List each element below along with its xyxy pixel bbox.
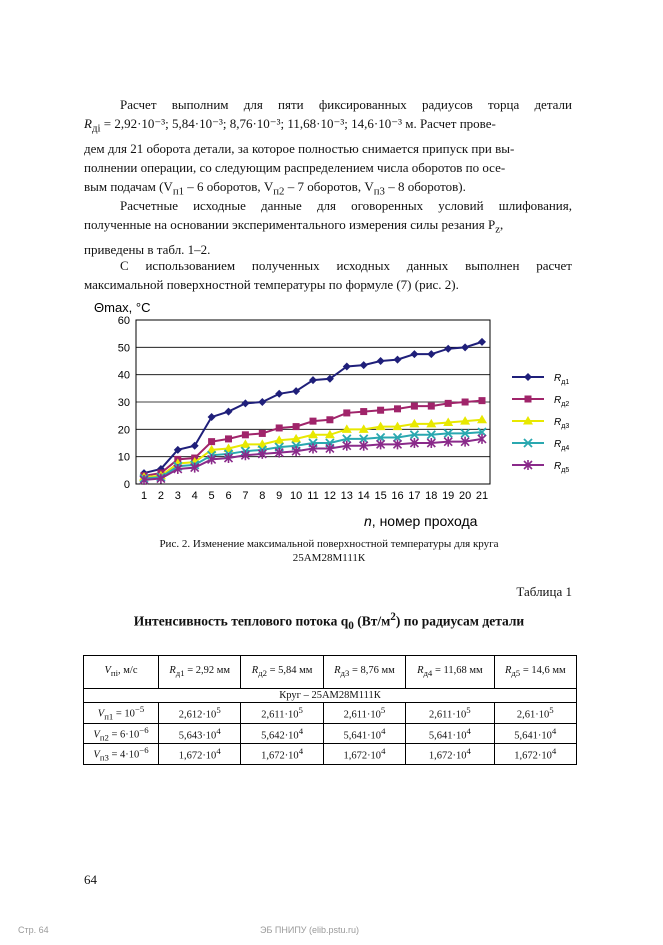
figure-caption-line-1: Рис. 2. Изменение максимальной поверхностной температуры для круга — [159, 538, 499, 550]
figure-caption — [84, 537, 574, 565]
page-number: 64 — [84, 872, 97, 887]
paragraph-3: С использованием полученных исходных данных выполнен расчет максимальной поверхностной температуры по формуле (7) (рис. 2). — [84, 258, 572, 292]
table-header-cell — [323, 656, 405, 689]
header-symbol: R — [334, 665, 341, 677]
table-cell: $5,641\cdot 10^4$ — [494, 723, 576, 744]
x-tick-label: 10 — [289, 490, 303, 502]
table-cell: $5,641\cdot 10^4$ — [323, 723, 405, 744]
table-header-cell — [406, 656, 494, 689]
header-subscript: д5 — [511, 668, 521, 679]
table-header-cell — [494, 656, 576, 689]
legend-label-Rд4: $R_{д4}$ — [554, 439, 570, 452]
header-symbol: R — [417, 665, 424, 677]
table-cell: $5,642\cdot 10^4$ — [241, 723, 323, 744]
data-point-Rд2 — [360, 408, 367, 415]
table-cell: $1,672\cdot 10^4$ — [406, 744, 494, 765]
table-cell: $2,611\cdot 10^5$ — [241, 703, 323, 724]
table-cell: $5,641\cdot 10^4$ — [406, 723, 494, 744]
paragraph-1: Расчет выполним для пяти фиксированных радиусов торца детали $R_{дi} = 2,92\cdot 10^{-3}$; 5,84·10⁻³; 8,76·10⁻³; 11,68·10⁻³; 14,6·10⁻³ м. Расчет прове- дем для 21 оборота детали, за которое полностью снимается припуск при вы- полнении операции, со следующим распределением числа оборотов по осе- вым подачам ($V_{п1} - 6$ оборотов, $V_{п2} - 7$ оборотов, $V_{п3} - 8$ оборотов). — [84, 97, 572, 198]
figure-caption-line-2: 25АМ28М111К — [292, 552, 366, 564]
x-tick-label: 15 — [374, 490, 387, 502]
x-tick-label: 1 — [140, 490, 148, 502]
table-cell: $1,672\cdot 10^4$ — [494, 744, 576, 765]
x-tick-label: 13 — [340, 490, 353, 502]
table-cell: $2,61\cdot 10^5$ — [494, 703, 576, 724]
legend-label-Rд3: $R_{д3}$ — [554, 417, 570, 430]
data-point-Rд2 — [462, 399, 469, 406]
header-subscript: д4 — [423, 668, 433, 679]
row-label: $V_{п3} = 4\cdot 10^{-6}$ — [84, 744, 159, 765]
y-tick-label: 40 — [117, 369, 130, 382]
x-tick-label: 17 — [408, 490, 421, 502]
data-point-Rд2 — [428, 403, 435, 410]
row-label: $V_{п2} = 6\cdot 10^{-6}$ — [84, 723, 159, 744]
temperature-line-chart — [84, 300, 584, 530]
x-tick-label: 5 — [208, 490, 215, 502]
header-rest: = 8,76 мм — [349, 665, 395, 677]
x-tick-label: 19 — [442, 490, 455, 502]
y-tick-label: 60 — [117, 315, 130, 327]
legend-label-Rд2: $R_{д2}$ — [554, 395, 570, 408]
table-title: Интенсивность теплового потока $q_0$ $(Вт/м^2)$ по радиусам детали — [133, 611, 525, 633]
data-point-Rд2 — [479, 397, 486, 404]
header-rest: = 11,68 мм — [432, 665, 483, 677]
y-axis-label: Θmax, °C — [94, 300, 151, 315]
legend-label-Rд1: $R_{д1}$ — [554, 373, 570, 386]
table-number: Таблица 1 — [516, 584, 572, 599]
table-cell: $2,612\cdot 10^5$ — [159, 703, 241, 724]
data-point-Rд2 — [276, 424, 283, 431]
table-header-cell — [159, 656, 241, 689]
table-cell: $1,672\cdot 10^4$ — [241, 744, 323, 765]
data-point-Rд2 — [394, 405, 401, 412]
header-subscript: д1 — [175, 668, 185, 679]
header-subscript: пi — [110, 668, 119, 679]
header-symbol: V — [104, 665, 111, 677]
paragraph-2: Расчетные исходные данные для оговоренных условий шлифования, полученные на основании экспериментального измерения силы резания $P_z$, приведены в табл. 1–2. — [84, 198, 572, 257]
data-point-Rд2 — [343, 409, 350, 416]
legend-label-Rд5: $R_{д5}$ — [554, 461, 570, 474]
table-header-cell — [241, 656, 323, 689]
data-point-Rд2 — [377, 407, 384, 414]
table-cell: $2,611\cdot 10^5$ — [323, 703, 405, 724]
heat-flux-table — [83, 655, 577, 765]
x-axis-label: n, номер прохода — [364, 513, 478, 529]
x-tick-label: 7 — [242, 490, 249, 502]
table-cell: $5,643\cdot 10^4$ — [159, 723, 241, 744]
data-point-Rд2 — [445, 400, 452, 407]
data-point-Rд2 — [208, 438, 215, 445]
table-header-row — [84, 656, 577, 689]
header-rest: , м/с — [118, 665, 138, 677]
footer-library-label: ЭБ ПНИПУ (elib.pstu.ru) — [260, 925, 360, 935]
x-tick-label: 21 — [475, 490, 489, 502]
table-cell: $1,672\cdot 10^4$ — [323, 744, 405, 765]
data-point-Rд2 — [225, 435, 232, 442]
x-tick-label: 3 — [174, 490, 181, 502]
table-cell: $1,672\cdot 10^4$ — [159, 744, 241, 765]
data-point-Rд2 — [411, 403, 418, 410]
x-tick-label: 11 — [307, 490, 319, 502]
y-tick-label: 10 — [117, 451, 130, 464]
table-header-cell — [84, 656, 159, 689]
header-symbol: R — [504, 665, 512, 677]
x-tick-label: 2 — [157, 490, 164, 502]
table-row — [84, 703, 577, 724]
header-rest: = 5,84 мм — [266, 665, 313, 677]
x-tick-label: 6 — [225, 490, 232, 502]
data-point-Rд2 — [326, 416, 333, 423]
data-point-Rд2 — [242, 431, 249, 438]
table-cell: $2,611\cdot 10^5$ — [406, 703, 494, 724]
x-tick-label: 16 — [391, 490, 404, 502]
x-tick-label: 18 — [425, 490, 438, 502]
table-group-label: Круг – 25АМ28М111К — [84, 689, 577, 703]
header-subscript: д3 — [340, 668, 350, 679]
table-row — [84, 744, 577, 765]
legend-marker-Rд2 — [525, 396, 532, 403]
table-row — [84, 723, 577, 744]
legend-marker-Rд1 — [524, 373, 532, 381]
data-point-Rд2 — [310, 418, 317, 425]
header-symbol: R — [169, 665, 176, 677]
table-group-row — [84, 689, 577, 703]
y-tick-label: 30 — [117, 397, 130, 409]
x-tick-label: 9 — [276, 490, 283, 502]
x-tick-label: 14 — [357, 490, 370, 502]
header-rest: = 14,6 мм — [520, 665, 566, 677]
x-tick-label: 8 — [259, 490, 266, 502]
footer-page-label: Стр. 64 — [18, 925, 49, 935]
row-label: $V_{п1} = 10^{-5}$ — [84, 703, 159, 724]
x-tick-label: 20 — [458, 490, 472, 502]
header-rest: = 2,92 мм — [184, 665, 231, 677]
y-tick-label: 0 — [123, 479, 130, 491]
data-point-Rд2 — [259, 430, 266, 437]
x-tick-label: 12 — [323, 490, 337, 502]
y-tick-label: 50 — [117, 342, 130, 355]
data-point-Rд2 — [293, 423, 300, 430]
x-tick-label: 4 — [191, 490, 198, 502]
header-subscript: д2 — [258, 668, 267, 679]
y-tick-label: 20 — [117, 424, 130, 437]
header-symbol: R — [251, 665, 259, 677]
